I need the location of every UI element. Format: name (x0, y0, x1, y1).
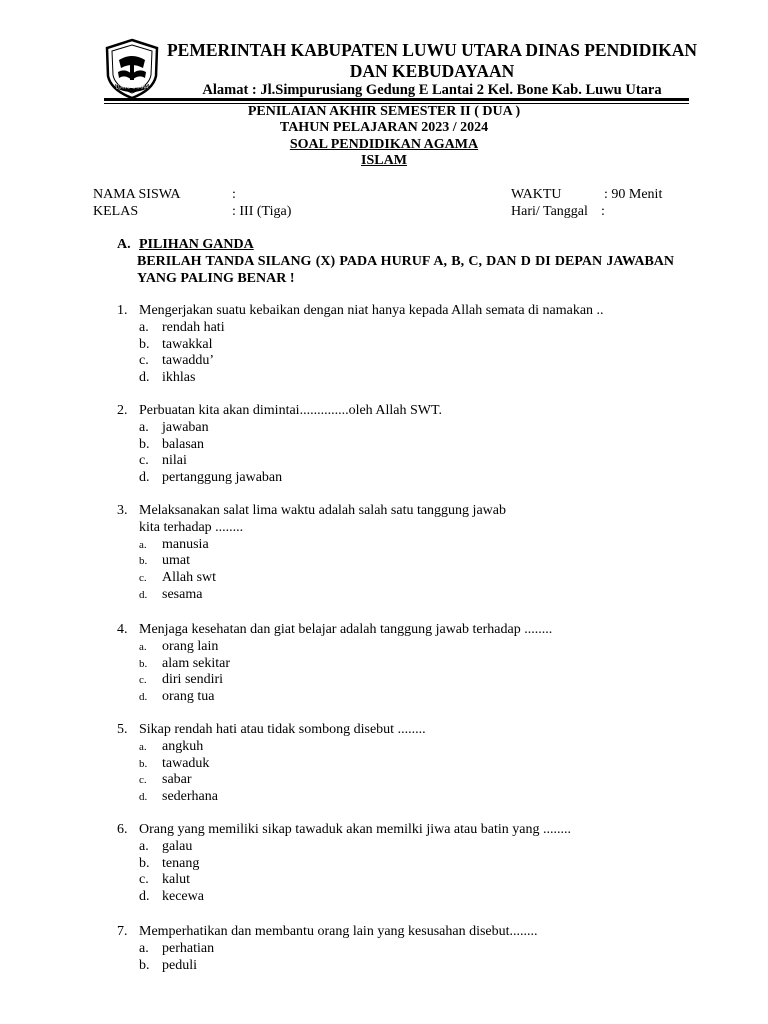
question-number: 3. (117, 503, 128, 518)
answer-option[interactable] (117, 872, 717, 889)
answer-options (117, 639, 717, 706)
question-item (117, 722, 717, 806)
section-title: PILIHAN GANDA (139, 237, 254, 252)
question-item (117, 822, 717, 906)
answer-option[interactable] (117, 839, 717, 856)
answer-option[interactable] (117, 570, 717, 587)
exam-title: PENILAIAN AKHIR SEMESTER II ( DUA ) (247, 104, 521, 119)
option-text: umat (162, 553, 190, 569)
date-value: : (601, 204, 605, 219)
answer-option[interactable] (117, 756, 717, 773)
subject-subtitle: ISLAM (361, 153, 407, 168)
option-letter: d. (139, 791, 148, 804)
option-text: balasan (162, 436, 204, 452)
option-text: sederhana (162, 789, 218, 805)
svg-text:LUWU UTARA: LUWU UTARA (115, 84, 149, 91)
question-item (117, 303, 717, 387)
option-text: galau (162, 838, 193, 854)
option-letter: d. (139, 889, 150, 905)
option-text: Allah swt (162, 570, 217, 586)
question-number: 4. (117, 622, 128, 637)
option-text: manusia (162, 536, 209, 552)
option-letter: b. (139, 555, 148, 568)
section-label: A. (117, 237, 131, 252)
option-text: alam sekitar (162, 655, 231, 671)
answer-option[interactable] (117, 772, 717, 789)
answer-option[interactable] (117, 856, 717, 873)
question-number: 1. (117, 303, 128, 318)
subject-title: SOAL PENDIDIKAN AGAMA (289, 137, 479, 152)
option-letter: d. (139, 588, 148, 601)
option-text: diri sendiri (162, 672, 224, 688)
option-text: angkuh (162, 738, 204, 754)
section-heading (117, 236, 254, 253)
question-number: 2. (117, 403, 128, 418)
answer-option[interactable] (117, 672, 717, 689)
question-number: 5. (117, 722, 128, 737)
answer-option[interactable] (117, 337, 717, 354)
letterhead-line-1: PEMERINTAH KABUPATEN LUWU UTARA DINAS PENDIDIKAN (166, 40, 698, 60)
date-label: Hari/ Tanggal (511, 204, 588, 219)
option-text: rendah hati (162, 319, 225, 335)
answer-option[interactable] (117, 553, 717, 570)
question-text: Melaksanakan salat lima waktu adalah salah satu tanggung jawab kita terhadap ........ (139, 503, 506, 535)
answer-option[interactable] (117, 453, 717, 470)
option-letter: b. (139, 957, 150, 973)
option-letter: a. (139, 419, 149, 435)
question-text: Orang yang memiliki sikap tawaduk akan memilki jiwa atau batin yang ........ (139, 822, 571, 837)
answer-option[interactable] (117, 420, 717, 437)
option-letter: b. (139, 757, 148, 770)
letterhead-line-2: DAN KEBUDAYAAN (349, 61, 515, 81)
student-name-label: NAMA SISWA (93, 187, 181, 202)
option-letter: d. (139, 470, 150, 486)
option-letter: c. (139, 572, 147, 585)
answer-option[interactable] (117, 656, 717, 673)
option-letter: a. (139, 538, 147, 551)
option-text: tawaddu’ (162, 353, 215, 369)
option-letter: a. (139, 838, 149, 854)
class-label: KELAS (93, 204, 139, 219)
question-item (117, 403, 717, 487)
option-letter: a. (139, 740, 147, 753)
answer-options (117, 537, 717, 604)
option-letter: c. (139, 453, 149, 469)
question-text: Mengerjakan suatu kebaikan dengan niat hanya kepada Allah semata di namakan .. (139, 303, 604, 318)
question-item (117, 924, 717, 974)
option-letter: d. (139, 691, 148, 704)
option-text: jawaban (162, 419, 209, 435)
question-text: Sikap rendah hati atau tidak sombong disebut ........ (139, 722, 426, 737)
answer-options (117, 420, 717, 487)
answer-options (117, 839, 717, 906)
answer-option[interactable] (117, 537, 717, 554)
answer-option[interactable] (117, 437, 717, 454)
question-text: Menjaga kesehatan dan giat belajar adalah tanggung jawab terhadap ........ (139, 622, 553, 637)
option-text: sesama (162, 586, 203, 602)
letterhead-address: Alamat : Jl.Simpurusiang Gedung E Lantai 2 Kel. Bone Kab. Luwu Utara (202, 82, 662, 98)
answer-option[interactable] (117, 587, 717, 604)
answer-option[interactable] (117, 889, 717, 906)
option-text: sabar (162, 772, 192, 788)
answer-option[interactable] (117, 789, 717, 806)
answer-option[interactable] (117, 689, 717, 706)
option-letter: a. (139, 319, 149, 335)
option-text: pertanggung jawaban (162, 470, 283, 486)
question-number: 7. (117, 924, 128, 939)
option-letter: a. (139, 940, 149, 956)
option-text: peduli (162, 957, 197, 973)
option-text: tawaduk (162, 755, 210, 771)
question-text: Memperhatikan dan membantu orang lain yang kesusahan disebut........ (139, 924, 538, 939)
option-text: kecewa (162, 889, 204, 905)
option-text: orang tua (162, 689, 215, 705)
class-value: : III (Tiga) (232, 204, 292, 219)
answer-option[interactable] (117, 639, 717, 656)
option-text: ikhlas (162, 370, 196, 386)
answer-option[interactable] (117, 739, 717, 756)
option-letter: c. (139, 872, 149, 888)
question-item (117, 503, 717, 604)
option-letter: b. (139, 657, 148, 670)
option-text: tenang (162, 855, 200, 871)
answer-options (117, 739, 717, 806)
answer-option[interactable] (117, 370, 717, 387)
answer-options (117, 320, 717, 387)
question-item (117, 622, 717, 706)
answer-option[interactable] (117, 320, 717, 337)
option-text: orang lain (162, 638, 219, 654)
option-letter: b. (139, 436, 150, 452)
answer-options (117, 941, 717, 975)
letterhead-divider-thick (104, 98, 689, 101)
option-letter: c. (139, 774, 147, 787)
section-instruction: BERILAH TANDA SILANG (X) PADA HURUF A, B, C, DAN D DI DEPAN JAWABAN YANG PALING BENAR ! (137, 254, 674, 286)
answer-option[interactable] (117, 958, 717, 975)
answer-option[interactable] (117, 941, 717, 958)
option-letter: c. (139, 353, 149, 369)
option-letter: c. (139, 674, 147, 687)
question-number: 6. (117, 822, 128, 837)
option-letter: b. (139, 855, 150, 871)
option-letter: d. (139, 370, 150, 386)
time-value: : 90 Menit (604, 187, 663, 202)
option-letter: b. (139, 336, 150, 352)
student-name-value: : (232, 187, 236, 202)
answer-option[interactable] (117, 353, 717, 370)
option-text: tawakkal (162, 336, 213, 352)
time-label: WAKTU (511, 187, 562, 202)
option-text: nilai (162, 453, 187, 469)
academic-year: TAHUN PELAJARAN 2023 / 2024 (279, 120, 489, 135)
option-text: perhatian (162, 940, 215, 956)
answer-option[interactable] (117, 470, 717, 487)
option-text: kalut (162, 872, 190, 888)
option-letter: a. (139, 640, 147, 653)
question-text: Perbuatan kita akan dimintai..............oleh Allah SWT. (139, 403, 443, 418)
